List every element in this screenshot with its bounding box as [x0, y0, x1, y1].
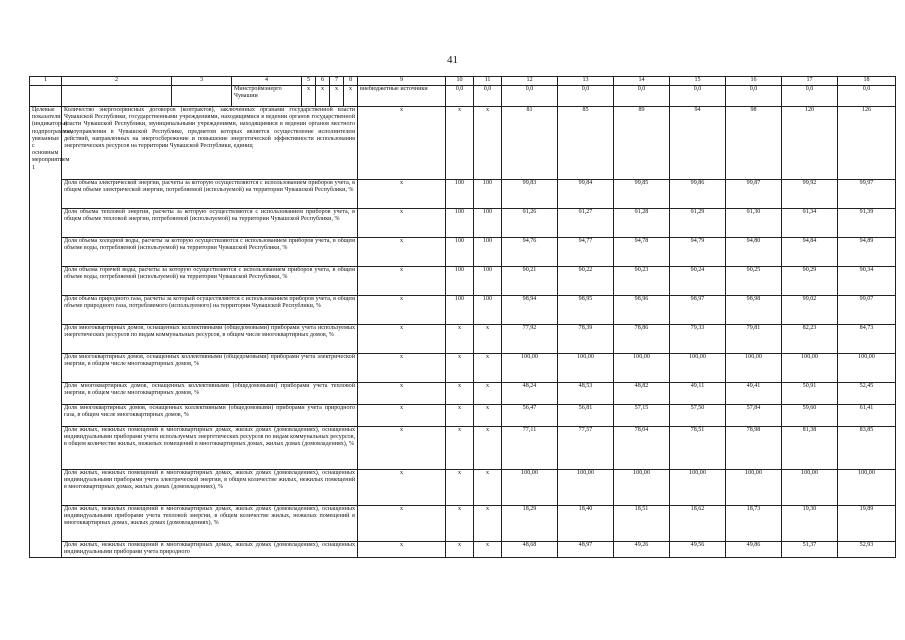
value-cell: 78,39 [558, 325, 614, 354]
mark-cell: 100 [446, 296, 474, 325]
value-cell: 77,57 [558, 427, 614, 470]
mark-cell: 100 [474, 238, 502, 267]
mark-cell: х [316, 86, 330, 107]
value-cell: 48,68 [502, 542, 558, 558]
funding-row [30, 86, 896, 107]
empty-cell [172, 86, 232, 107]
column-number: 4 [232, 77, 302, 86]
value-cell: 50,91 [782, 383, 838, 405]
value-cell: 94,76 [502, 238, 558, 267]
value-cell: 98,97 [670, 296, 726, 325]
column-number: 2 [62, 77, 172, 86]
mark-cell: х [358, 506, 446, 542]
mark-cell: 100 [474, 209, 502, 238]
value-cell: 0,0 [446, 86, 474, 107]
indicator-text: Доля жилых, нежилых помещений в многоквартирных домах, жилых домах (домовладениях), оснащенных индивидуальными приборами учета электрической энергии, в общем количестве жилых, нежилых помещений в многоквартирных домах, жилых домах (домовладениях), % [62, 470, 358, 506]
page-number: 41 [447, 54, 458, 66]
value-cell: 99,07 [838, 296, 896, 325]
value-cell: 18,51 [614, 506, 670, 542]
indicator-text: Доля многоквартирных домов, оснащенных коллективными (общедомовыми) приборами учета электрической энергии, в общем числе многоквартирных домов, % [62, 354, 358, 383]
value-cell: 98,95 [558, 296, 614, 325]
value-cell: 84,73 [838, 325, 896, 354]
value-cell: 99,85 [614, 180, 670, 209]
value-cell: 90,34 [838, 267, 896, 296]
value-cell: 120 [782, 107, 838, 180]
indicator-row [30, 427, 896, 470]
column-number: 14 [614, 77, 670, 86]
value-cell: 0,0 [558, 86, 614, 107]
mark-cell: х [344, 86, 358, 107]
value-cell: 99,83 [502, 180, 558, 209]
value-cell: 98,94 [502, 296, 558, 325]
value-cell: 91,30 [726, 209, 782, 238]
value-cell: 91,28 [614, 209, 670, 238]
value-cell: 98,96 [614, 296, 670, 325]
indicator-row [30, 296, 896, 325]
value-cell: 94,78 [614, 238, 670, 267]
value-cell: 56,47 [502, 405, 558, 427]
value-cell: 91,34 [782, 209, 838, 238]
mark-cell: х [358, 107, 446, 180]
mark-cell: х [358, 325, 446, 354]
indicator-text: Доля многоквартирных домов, оснащенных коллективными (общедомовыми) приборами учета природного газа, в общем числе многоквартирных домов, % [62, 405, 358, 427]
indicator-text: Доля многоквартирных домов, оснащенных коллективными (общедомовыми) приборами учета используемых энергетических ресурсов по видам коммунальных ресурсов, в общем числе многоквартирных домов, % [62, 325, 358, 354]
empty-cell [62, 86, 172, 107]
value-cell: 51,37 [782, 542, 838, 558]
column-number: 12 [502, 77, 558, 86]
value-cell: 91,29 [670, 209, 726, 238]
value-cell: 99,86 [670, 180, 726, 209]
mark-cell: х [474, 325, 502, 354]
column-number: 11 [474, 77, 502, 86]
value-cell: 90,29 [782, 267, 838, 296]
value-cell: 90,25 [726, 267, 782, 296]
value-cell: 90,24 [670, 267, 726, 296]
mark-cell: х [474, 427, 502, 470]
value-cell: 82,23 [782, 325, 838, 354]
mark-cell: х [358, 296, 446, 325]
value-cell: 0,0 [670, 86, 726, 107]
value-cell: 89 [614, 107, 670, 180]
column-number: 5 [302, 77, 316, 86]
mark-cell: 100 [474, 180, 502, 209]
mark-cell: 100 [446, 238, 474, 267]
value-cell: 94,84 [782, 238, 838, 267]
value-cell: 79,81 [726, 325, 782, 354]
value-cell: 49,41 [726, 383, 782, 405]
value-cell: 100,00 [782, 354, 838, 383]
mark-cell: х [358, 267, 446, 296]
mark-cell: 100 [446, 180, 474, 209]
mark-cell: х [358, 354, 446, 383]
mark-cell: х [446, 542, 474, 558]
indicator-row [30, 325, 896, 354]
column-number: 18 [838, 77, 896, 86]
indicator-text: Доля объема природного газа, расчеты за который осуществляются с использованием приборов учета, в общем объеме природного газа, потребляемого (используемого) на территории Чувашской Республики, % [62, 296, 358, 325]
value-cell: 77,11 [502, 427, 558, 470]
value-cell: 0,0 [782, 86, 838, 107]
value-cell: 98,98 [726, 296, 782, 325]
mark-cell: х [446, 427, 474, 470]
mark-cell: х [446, 470, 474, 506]
value-cell: 57,84 [726, 405, 782, 427]
indicator-text: Доля жилых, нежилых помещений в многоквартирных домах, жилых домах (домовладениях), оснащенных индивидуальными приборами учета тепловой энергии, в общем количестве жилых, нежилых помещений в многоквартирных домах, жилых домах (домовладениях), % [62, 506, 358, 542]
value-cell: 81 [502, 107, 558, 180]
value-cell: 100,00 [838, 470, 896, 506]
value-cell: 77,92 [502, 325, 558, 354]
value-cell: 83,85 [838, 427, 896, 470]
value-cell: 48,53 [558, 383, 614, 405]
mark-cell: х [358, 383, 446, 405]
value-cell: 94,77 [558, 238, 614, 267]
indicator-row [30, 209, 896, 238]
column-number: 6 [316, 77, 330, 86]
value-cell: 100,00 [502, 470, 558, 506]
mark-cell: х [474, 470, 502, 506]
value-cell: 100,00 [558, 470, 614, 506]
value-cell: 0,0 [838, 86, 896, 107]
column-number: 10 [446, 77, 474, 86]
column-number: 8 [344, 77, 358, 86]
column-number: 13 [558, 77, 614, 86]
value-cell: 100,00 [670, 354, 726, 383]
mark-cell: х [358, 238, 446, 267]
value-cell: 18,62 [670, 506, 726, 542]
value-cell: 100,00 [726, 470, 782, 506]
mark-cell: х [446, 383, 474, 405]
value-cell: 0,0 [502, 86, 558, 107]
value-cell: 0,0 [726, 86, 782, 107]
value-cell: 48,82 [614, 383, 670, 405]
value-cell: 99,02 [782, 296, 838, 325]
column-number: 3 [172, 77, 232, 86]
indicator-row [30, 383, 896, 405]
value-cell: 94,79 [670, 238, 726, 267]
value-cell: 100,00 [614, 354, 670, 383]
value-cell: 78,51 [670, 427, 726, 470]
indicator-row [30, 542, 896, 558]
indicators-table [29, 76, 896, 558]
mark-cell: х [358, 180, 446, 209]
value-cell: 99,92 [782, 180, 838, 209]
value-cell: 18,40 [558, 506, 614, 542]
value-cell: 48,97 [558, 542, 614, 558]
mark-cell: х [330, 86, 344, 107]
header-row [30, 77, 896, 86]
executor-cell: Минстроймэнерго Чувашии [232, 86, 302, 107]
mark-cell: х [302, 86, 316, 107]
value-cell: 78,86 [614, 325, 670, 354]
mark-cell: 100 [474, 296, 502, 325]
mark-cell: х [474, 107, 502, 180]
value-cell: 0,0 [614, 86, 670, 107]
column-number: 15 [670, 77, 726, 86]
indicator-text: Доля объема электрической энергии, расчеты за которую осуществляются с использованием приборов учета, в общем объеме электрической энергии, потребляемой (используемой) на территории Чувашской Республики, % [62, 180, 358, 209]
mark-cell: х [446, 325, 474, 354]
indicator-row [30, 470, 896, 506]
mark-cell: х [446, 506, 474, 542]
value-cell: 49,56 [670, 542, 726, 558]
value-cell: 49,86 [726, 542, 782, 558]
empty-cell [30, 86, 62, 107]
value-cell: 85 [558, 107, 614, 180]
mark-cell: 100 [446, 209, 474, 238]
value-cell: 90,21 [502, 267, 558, 296]
column-number: 9 [358, 77, 446, 86]
indicator-row [30, 107, 896, 180]
indicator-text: Доля жилых, нежилых помещений в многоквартирных домах, жилых домах (домовладениях), оснащенных индивидуальными приборами учета природного [62, 542, 358, 558]
indicator-row [30, 180, 896, 209]
value-cell: 56,81 [558, 405, 614, 427]
value-cell: 18,73 [726, 506, 782, 542]
mark-cell: х [358, 209, 446, 238]
value-cell: 52,45 [838, 383, 896, 405]
mark-cell: х [446, 107, 474, 180]
value-cell: 100,00 [502, 354, 558, 383]
value-cell: 100,00 [726, 354, 782, 383]
value-cell: 98 [726, 107, 782, 180]
mark-cell: х [474, 542, 502, 558]
indicator-text: Доля многоквартирных домов, оснащенных коллективными (общедомовыми) приборами учета тепловой энергии, в общем числе многоквартирных домов, % [62, 383, 358, 405]
value-cell: 18,29 [502, 506, 558, 542]
mark-cell: х [446, 405, 474, 427]
value-cell: 79,33 [670, 325, 726, 354]
value-cell: 100,00 [558, 354, 614, 383]
value-cell: 49,11 [670, 383, 726, 405]
column-number: 7 [330, 77, 344, 86]
value-cell: 78,98 [726, 427, 782, 470]
mark-cell: х [358, 542, 446, 558]
column-number: 17 [782, 77, 838, 86]
indicator-text: Количество энергосервисных договоров (контрактов), заключенных органами государственной власти Чувашской Республики, государственными учреждениями, находящимися в ведении органов государственной власти Чувашской Республики, муниципальными учреждениями, находящимися в ведении органов местного самоуправления в Чувашской Республике, предметом которых является осуществление исполнителем действий, направленных на энергосбережение и повышение энергетической эффективности использования энергетических ресурсов на территории Чувашской Республики, единиц [62, 107, 358, 180]
indicator-row [30, 506, 896, 542]
indicator-row [30, 354, 896, 383]
indicator-row [30, 238, 896, 267]
mark-cell: х [474, 506, 502, 542]
side-label: Целевые показатели (индикаторы) подпрограммы, увязанные с основным мероприятием 1 [30, 107, 62, 558]
value-cell: 100,00 [670, 470, 726, 506]
mark-cell: х [358, 470, 446, 506]
value-cell: 99,97 [838, 180, 896, 209]
value-cell: 61,41 [838, 405, 896, 427]
value-cell: 90,22 [558, 267, 614, 296]
value-cell: 91,39 [838, 209, 896, 238]
value-cell: 126 [838, 107, 896, 180]
value-cell: 49,26 [614, 542, 670, 558]
value-cell: 0,0 [474, 86, 502, 107]
value-cell: 81,38 [782, 427, 838, 470]
column-number: 1 [30, 77, 62, 86]
source-cell: внебюджетные источники [358, 86, 446, 107]
value-cell: 99,84 [558, 180, 614, 209]
indicator-text: Доля объема тепловой энергии, расчеты за которую осуществляются с использованием приборов учета, в общем объеме тепловой энергии, потребляемой (используемой) на территории Чувашской Республики, % [62, 209, 358, 238]
indicator-text: Доля жилых, нежилых помещений в многоквартирных домах, жилых домах (домовладениях), оснащенных индивидуальными приборами учета используемых энергетических ресурсов по видам коммунальных ресурсов, в общем количестве жилых, нежилых помещений в многоквартирных домах, жилых домах (домовладениях), % [62, 427, 358, 470]
value-cell: 52,93 [838, 542, 896, 558]
value-cell: 90,23 [614, 267, 670, 296]
value-cell: 100,00 [782, 470, 838, 506]
indicator-row [30, 405, 896, 427]
mark-cell: х [474, 383, 502, 405]
indicator-text: Доля объема холодной воды, расчеты за которую осуществляются с использованием приборов учета, в общем объеме воды, потребляемой (используемой) на территории Чувашской Республики, % [62, 238, 358, 267]
value-cell: 19,30 [782, 506, 838, 542]
value-cell: 57,50 [670, 405, 726, 427]
value-cell: 100,00 [838, 354, 896, 383]
value-cell: 91,26 [502, 209, 558, 238]
value-cell: 94,80 [726, 238, 782, 267]
mark-cell: х [474, 405, 502, 427]
value-cell: 94,89 [838, 238, 896, 267]
mark-cell: 100 [446, 267, 474, 296]
mark-cell: х [358, 405, 446, 427]
column-number: 16 [726, 77, 782, 86]
mark-cell: х [358, 427, 446, 470]
mark-cell: х [446, 354, 474, 383]
value-cell: 91,27 [558, 209, 614, 238]
value-cell: 78,04 [614, 427, 670, 470]
value-cell: 48,24 [502, 383, 558, 405]
value-cell: 19,89 [838, 506, 896, 542]
value-cell: 57,15 [614, 405, 670, 427]
value-cell: 94 [670, 107, 726, 180]
indicator-text: Доля объема горячей воды, расчеты за которую осуществляются с использованием приборов учета, в общем объеме воды, потребляемой (используемой) на территории Чувашской Республики, % [62, 267, 358, 296]
value-cell: 99,87 [726, 180, 782, 209]
mark-cell: х [474, 354, 502, 383]
value-cell: 100,00 [614, 470, 670, 506]
mark-cell: 100 [474, 267, 502, 296]
indicator-row [30, 267, 896, 296]
value-cell: 59,60 [782, 405, 838, 427]
